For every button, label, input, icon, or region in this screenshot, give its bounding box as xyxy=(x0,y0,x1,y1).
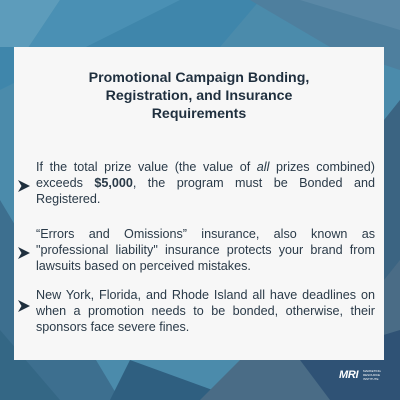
info-card xyxy=(14,47,384,360)
title-line: Registration, and Insurance xyxy=(105,88,293,104)
arrow-right-icon xyxy=(17,179,31,193)
title-line: Promotional Campaign Bonding, xyxy=(88,70,310,86)
highlight-amount: $5,000 xyxy=(94,176,133,190)
arrow-right-icon xyxy=(17,246,31,260)
page-title xyxy=(14,69,384,123)
list-item-text xyxy=(36,159,375,207)
logo-subtitle-line: MARKETING xyxy=(363,369,381,373)
text-segment: If the total prize value (the value of xyxy=(36,160,257,174)
logo-subtitle xyxy=(363,369,389,381)
logo-subtitle-line: INSTITUTE xyxy=(363,377,379,381)
arrow-right-icon xyxy=(17,299,31,313)
title-line: Requirements xyxy=(151,106,247,122)
text-segment: , the program must be Bonded and Registered. xyxy=(36,176,375,206)
list-item-text: New York, Florida, and Rhode Island all have deadlines on when a promotion needs to be bonded, otherwise, their sponsors face severe fines. xyxy=(36,288,375,334)
list-item-text: “Errors and Omissions” insurance, also known as "professional liability" insurance protects your brand from lawsuits based on perceived mistakes. xyxy=(36,227,375,273)
emphasis-text: all xyxy=(256,160,270,174)
logo-mark: MRI xyxy=(339,369,359,381)
logo-subtitle-line: RESOURCE xyxy=(363,373,381,377)
logo xyxy=(339,368,389,382)
text-segment: prizes combined) exceeds xyxy=(36,160,375,190)
